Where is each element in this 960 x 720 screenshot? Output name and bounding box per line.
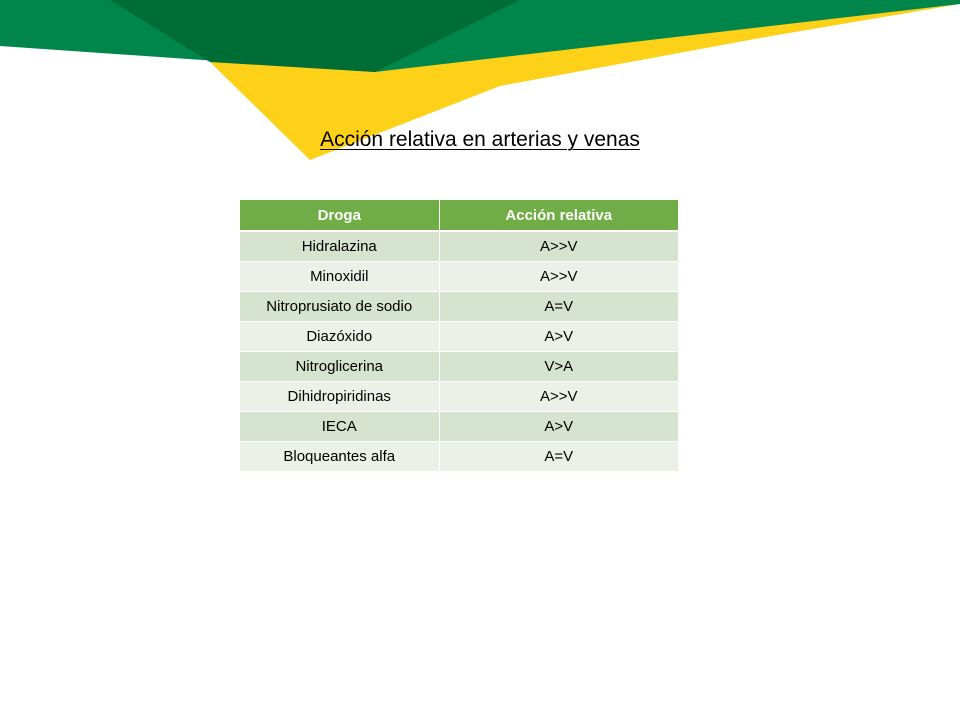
relative-action-cell: A>V (439, 412, 678, 442)
slide-title: Acción relativa en arterias y venas (320, 128, 640, 151)
relative-action-cell: V>A (439, 352, 678, 382)
table-row (240, 352, 678, 382)
drug-action-table (240, 200, 678, 472)
table-row (240, 231, 678, 262)
table-row (240, 322, 678, 352)
drug-name-cell: Diazóxido (240, 322, 439, 352)
relative-action-cell: A=V (439, 292, 678, 322)
table-row (240, 262, 678, 292)
relative-action-cell: A=V (439, 442, 678, 472)
table-row (240, 442, 678, 472)
drug-name-cell: IECA (240, 412, 439, 442)
relative-action-cell: A>>V (439, 231, 678, 262)
table-header-row (240, 200, 678, 231)
table-row (240, 412, 678, 442)
drug-name-cell: Hidralazina (240, 231, 439, 262)
drug-name-cell: Minoxidil (240, 262, 439, 292)
drug-name-cell: Nitroprusiato de sodio (240, 292, 439, 322)
header-accion-relativa: Acción relativa (439, 200, 678, 231)
header-droga: Droga (240, 200, 439, 231)
drug-name-cell: Nitroglicerina (240, 352, 439, 382)
drug-name-cell: Dihidropiridinas (240, 382, 439, 412)
table-row (240, 382, 678, 412)
relative-action-cell: A>>V (439, 382, 678, 412)
relative-action-cell: A>>V (439, 262, 678, 292)
drug-name-cell: Bloqueantes alfa (240, 442, 439, 472)
relative-action-cell: A>V (439, 322, 678, 352)
table-row (240, 292, 678, 322)
